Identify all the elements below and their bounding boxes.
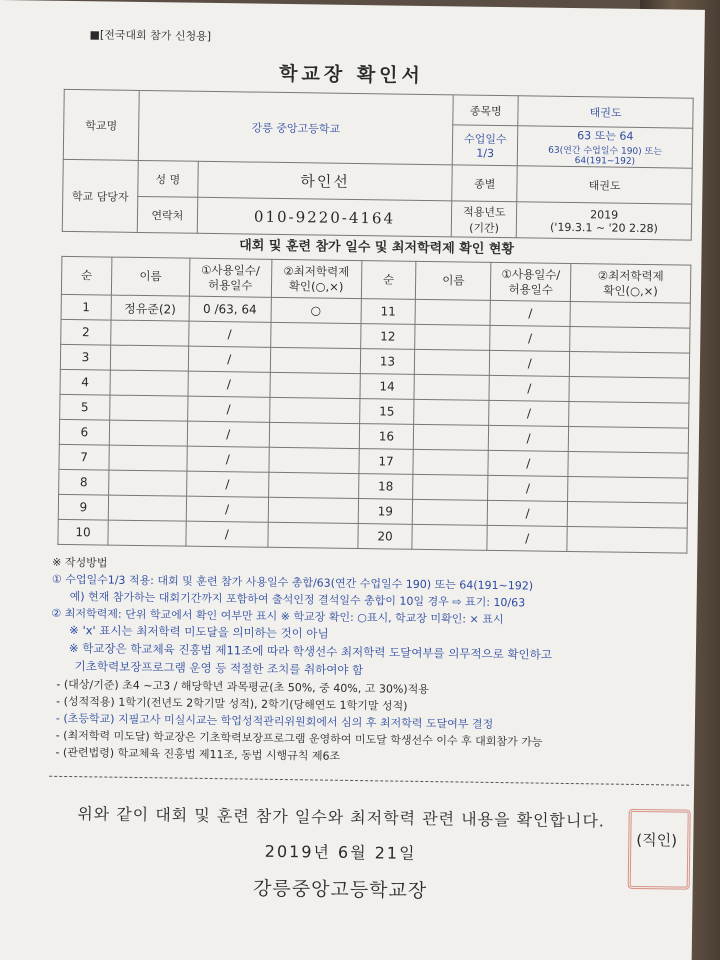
table-cell: / [188, 346, 270, 372]
table-cell: 15 [359, 399, 414, 425]
table-cell [109, 445, 187, 471]
table-cell: / [488, 475, 568, 501]
table-cell: / [187, 446, 269, 472]
table-cell [569, 401, 689, 428]
table-cell: 14 [359, 374, 414, 400]
table-cell [269, 447, 359, 473]
table-cell: / [186, 471, 268, 497]
table-cell [568, 426, 688, 453]
table-cell: 19 [358, 499, 413, 525]
table-cell: / [187, 421, 269, 447]
table-cell [412, 524, 487, 550]
table-cell: 18 [358, 474, 413, 500]
table-cell [415, 324, 490, 350]
table-cell: 2 [61, 319, 111, 345]
column-header: 이름 [111, 257, 189, 296]
notes [49, 554, 692, 770]
table-cell [268, 522, 358, 548]
school-label: 학교명 [63, 89, 139, 160]
form-tag: ■[전국대회 참가 신청용] [89, 28, 212, 43]
table-cell [269, 422, 359, 448]
table-cell: / [487, 500, 567, 526]
year-label: 적용년도 (기간) [452, 201, 517, 238]
table-cell: / [490, 325, 570, 351]
school-value: 강릉 중앙고등학교 [138, 90, 453, 164]
note-3: ※ 'x' 표시는 최저학력 미도달을 의미하는 것이 아님 [69, 623, 329, 641]
name-label: 성 명 [138, 160, 198, 197]
confirm-statement: 위와 같이 대회 및 훈련 참가 일수와 최저학력 관련 내용을 확인합니다. [77, 804, 606, 831]
table-cell [569, 376, 689, 403]
column-header: ②최저학력제 확인(○,×) [570, 263, 690, 303]
table-cell [568, 451, 688, 478]
table-cell: / [188, 371, 270, 397]
table-cell [270, 322, 360, 348]
table-cell: 5 [60, 394, 110, 420]
document-date: 2019년 6월 21일 [264, 841, 417, 863]
year-value: 2019 ('19.3.1 ~ '20 2.28) [516, 202, 691, 240]
table-cell: 16 [359, 424, 414, 450]
event-label: 종목명 [453, 95, 518, 126]
table-cell [413, 449, 488, 475]
table-cell: 7 [59, 444, 109, 470]
table-cell: / [186, 496, 268, 522]
days-label: 수업일수 1/3 [453, 125, 518, 166]
table-cell: / [489, 425, 569, 451]
table-cell [415, 299, 490, 325]
table-cell [414, 374, 489, 400]
table-cell: 9 [58, 494, 108, 520]
column-header: ②최저학력제 확인(○,×) [271, 259, 361, 298]
table-cell: / [487, 525, 567, 551]
school-head: 강릉중앙고등학교장 [252, 877, 428, 903]
table-cell [110, 395, 188, 421]
info-table [62, 89, 694, 241]
table-cell: / [188, 321, 270, 347]
table-cell: 6 [59, 419, 109, 445]
table-cell [570, 326, 690, 353]
table-cell: ○ [271, 297, 361, 323]
table-cell [109, 470, 187, 496]
note-4b: 기초학력보장프로그램 운영 등 적절한 조치를 취하여야 함 [74, 658, 364, 677]
table-cell [108, 520, 186, 546]
category-value: 태권도 [517, 166, 692, 204]
table-cell [109, 420, 187, 446]
note-2: ② 최저학력제: 단위 학교에서 확인 여부만 표시 ※ 학교장 확인: ○표시, 학교장 미확인: × 표시 [51, 606, 504, 627]
seal-label: (직인) [636, 830, 678, 850]
table-cell [567, 526, 687, 553]
table-cell: 3 [60, 344, 110, 370]
contact-label: 연락처 [137, 196, 197, 233]
bullet-5: - (관련법령) 학교체육 진흥법 제11조, 동법 시행규칙 제6조 [55, 745, 341, 763]
bullet-2: - (성적적용) 1학기(전년도 2학기말 성적), 2학기(당해연도 1학기말 성적) [56, 694, 408, 713]
category-label: 종별 [452, 165, 517, 202]
table-cell: 17 [358, 449, 413, 475]
table-cell: / [490, 350, 570, 376]
table-cell [569, 351, 689, 378]
column-header: ①사용일수/ 허용일수 [189, 258, 271, 297]
note-1a: ① 수업일수1/3 적용: 대회 및 훈련 참가 사용일수 총합/63(연간 수업일수 190) 또는 64(191~192) [51, 572, 534, 593]
table-cell [110, 345, 188, 371]
table-cell [270, 372, 360, 398]
table-cell: / [489, 375, 569, 401]
name-value: 하인선 [198, 161, 453, 201]
table-cell [108, 495, 186, 521]
event-value: 태권도 [518, 96, 693, 128]
column-header: 이름 [416, 261, 491, 300]
table-cell [568, 476, 688, 503]
table-cell: / [489, 400, 569, 426]
teacher-label: 학교 담당자 [62, 159, 138, 232]
notes-heading: ※ 작성방법 [52, 555, 108, 570]
column-header: ①사용일수/ 허용일수 [491, 262, 571, 301]
section-title: 대회 및 훈련 참가 일수 및 최저학력제 확인 현황 [239, 238, 515, 258]
table-cell: / [488, 450, 568, 476]
table-cell: / [490, 300, 570, 326]
note-4a: ※ 학교장은 학교체육 진흥법 제11조에 따라 학생선수 최저학력 도달여부를 의무적으로 확인하고 [68, 641, 552, 662]
column-header: 순 [61, 256, 111, 295]
participation-table [57, 256, 691, 554]
table-cell: 12 [360, 324, 415, 350]
table-cell [268, 497, 358, 523]
table-cell [413, 499, 488, 525]
table-cell: 8 [59, 469, 109, 495]
table-cell: / [187, 396, 269, 422]
table-cell: 13 [360, 349, 415, 375]
table-cell [110, 370, 188, 396]
contact-value: 010-9220-4164 [197, 197, 452, 237]
table-cell [414, 399, 489, 425]
table-cell [269, 397, 359, 423]
table-cell: 20 [357, 524, 412, 550]
document-title: 학교장 확인서 [278, 62, 425, 87]
table-cell: / [186, 521, 268, 547]
column-header: 순 [361, 261, 416, 300]
divider [49, 776, 689, 786]
table-cell: 0 /63, 64 [189, 296, 271, 322]
bullet-3: - (초등학교) 지필고사 미실시교는 학업성적관리위원회에서 심의 후 최저학력 도달여부 결정 [55, 711, 494, 731]
table-cell: 1 [61, 294, 111, 320]
table-cell: 4 [60, 369, 110, 395]
note-1b: 예) 현재 참가하는 대회기간까지 포함하여 출석인정 결석일수 총합이 10일 경우 ⇨ 표기: 10/63 [69, 590, 526, 610]
table-cell [570, 301, 690, 328]
table-cell [567, 501, 687, 528]
table-cell [415, 349, 490, 375]
table-cell [270, 347, 360, 373]
table-cell [413, 474, 488, 500]
table-cell: 10 [58, 519, 108, 545]
bullet-1: - (대상/기준) 초4 ~고3 / 해당학년 과목평균(초 50%, 중 40%, 고 30%)적용 [56, 677, 429, 696]
table-cell [268, 472, 358, 498]
table-cell [414, 424, 489, 450]
table-cell: 11 [361, 299, 416, 325]
days-value: 63 또는 64 63(연간 수업일수 190) 또는 64(191~192) [517, 126, 692, 168]
table-cell [111, 320, 189, 346]
table-cell: 정유준(2) [111, 295, 189, 321]
bullet-4: - (최저학력 미도달) 학교장은 기초학력보장프로그램 운영하여 미도달 학생선수 이수 후 대회참가 가능 [55, 728, 543, 749]
